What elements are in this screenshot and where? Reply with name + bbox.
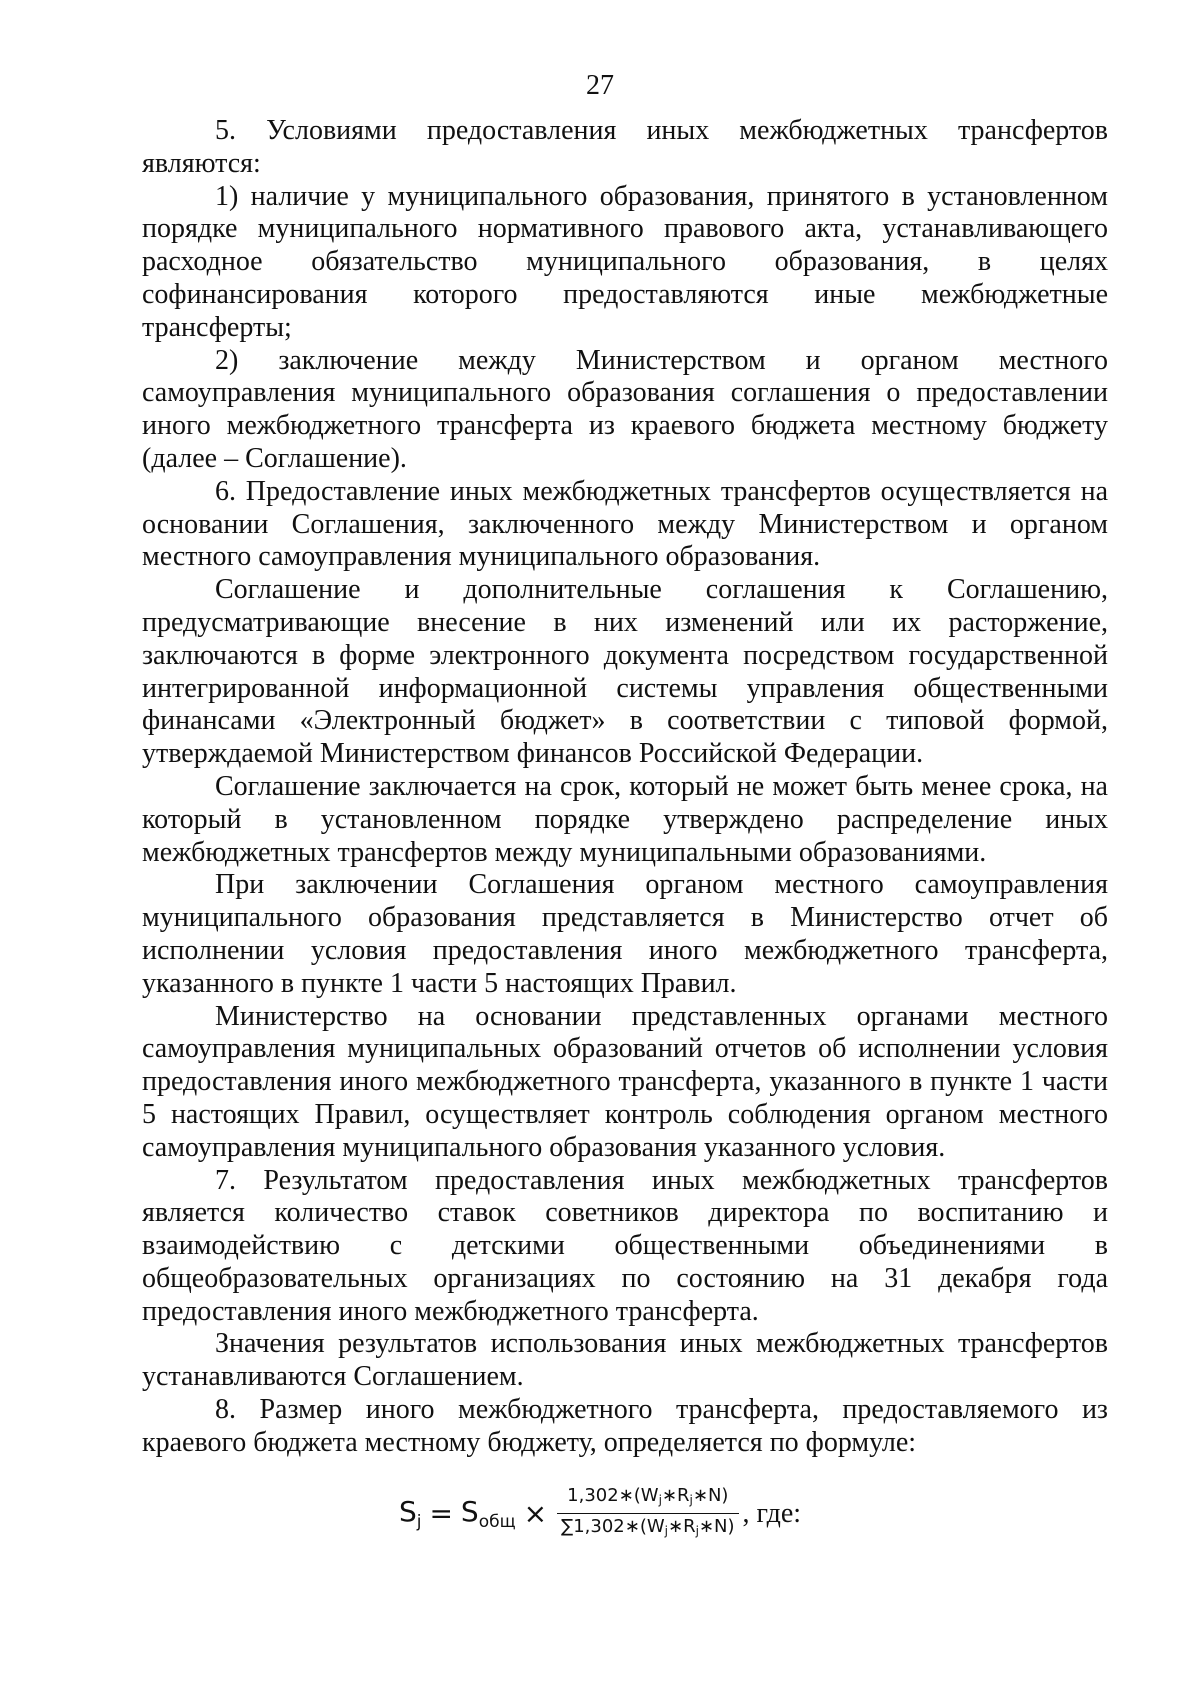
paragraph-6-control: Министерство на основании представленных органами местного самоуправления муниципальных образований отчетов об исполнении условия предоставления иного межбюджетного трансферта, указанного в пункте 1 части 5 настоящих Правил, осуществляет контроль соблюдения органом местного самоуправления муниципального образования указанного условия. [142,1000,1108,1163]
paragraph-6-agreement-form: Соглашение и дополнительные соглашения к Соглашению, предусматривающие внесение в них изменений или их расторжение, заключаются в форме электронного документа посредством государственной интегрированной информационной системы управления общественными финансами «Электронный бюджет» в соответствии с типовой формой, утверждаемой Министерством финансов Российской Федерации. [142,574,1108,770]
formula-trailing-text: , где: [742,1497,802,1529]
paragraph-7: 7. Результатом предоставления иных межбюджетных трансфертов является количество ставок советников директора по воспитанию и взаимодействию с детскими общественными объединениями в общеобразовательных организациях по состоянию на 31 декабря года предоставления иного межбюджетного трансферта. [142,1164,1108,1327]
formula-fraction [557,1485,738,1542]
paragraph-7-values: Значения результатов использования иных межбюджетных трансфертов устанавливаются Соглашением. [142,1328,1108,1393]
paragraph-5-item-2: 2) заключение между Министерством и органом местного самоуправления муниципального образования соглашения о предоставлении иного межбюджетного трансферта из краевого бюджета местному бюджету (далее – Соглашение). [142,344,1108,474]
paragraph-5-item-1: 1) наличие у муниципального образования, принятого в установленном порядке муниципального нормативного правового акта, устанавливающего расходное обязательство муниципального образования, в целях софинансирования которого предоставляются иные межбюджетные трансферты; [142,180,1108,343]
formula [0,1485,1200,1542]
page-number: 27 [586,70,614,101]
formula-numerator: 1,302∗(Wj∗Rj∗N) [567,1485,729,1507]
formula-times: × [523,1497,548,1530]
paragraph-6-report: При заключении Соглашения органом местного самоуправления муниципального образования представляется в Министерство отчет об исполнении условия предоставления иного межбюджетного трансферта, указанного в пункте 1 части 5 настоящих Правил. [142,869,1108,999]
formula-denominator: ∑1,302∗(Wj∗Rj∗N) [557,1513,738,1542]
formula-equals: = [429,1497,453,1530]
paragraph-8: 8. Размер иного межбюджетного трансферта, предоставляемого из краевого бюджета местному бюджету, определяется по формуле: [142,1394,1108,1458]
formula-s-total: $S_{общ}$ [460,1495,516,1532]
paragraph-6: 6. Предоставление иных межбюджетных трансфертов осуществляется на основании Соглашения, заключенного между Министерством и органом местного самоуправления муниципального образования. [142,475,1108,573]
document-body [142,115,1108,1460]
formula-lhs: $S_j$ [398,1495,422,1532]
paragraph-5: 5. Условиями предоставления иных межбюджетных трансфертов являются: [142,115,1108,179]
paragraph-6-agreement-term: Соглашение заключается на срок, который не может быть менее срока, на который в установленном порядке утверждено распределение иных межбюджетных трансфертов между муниципальными образованиями. [142,770,1108,868]
